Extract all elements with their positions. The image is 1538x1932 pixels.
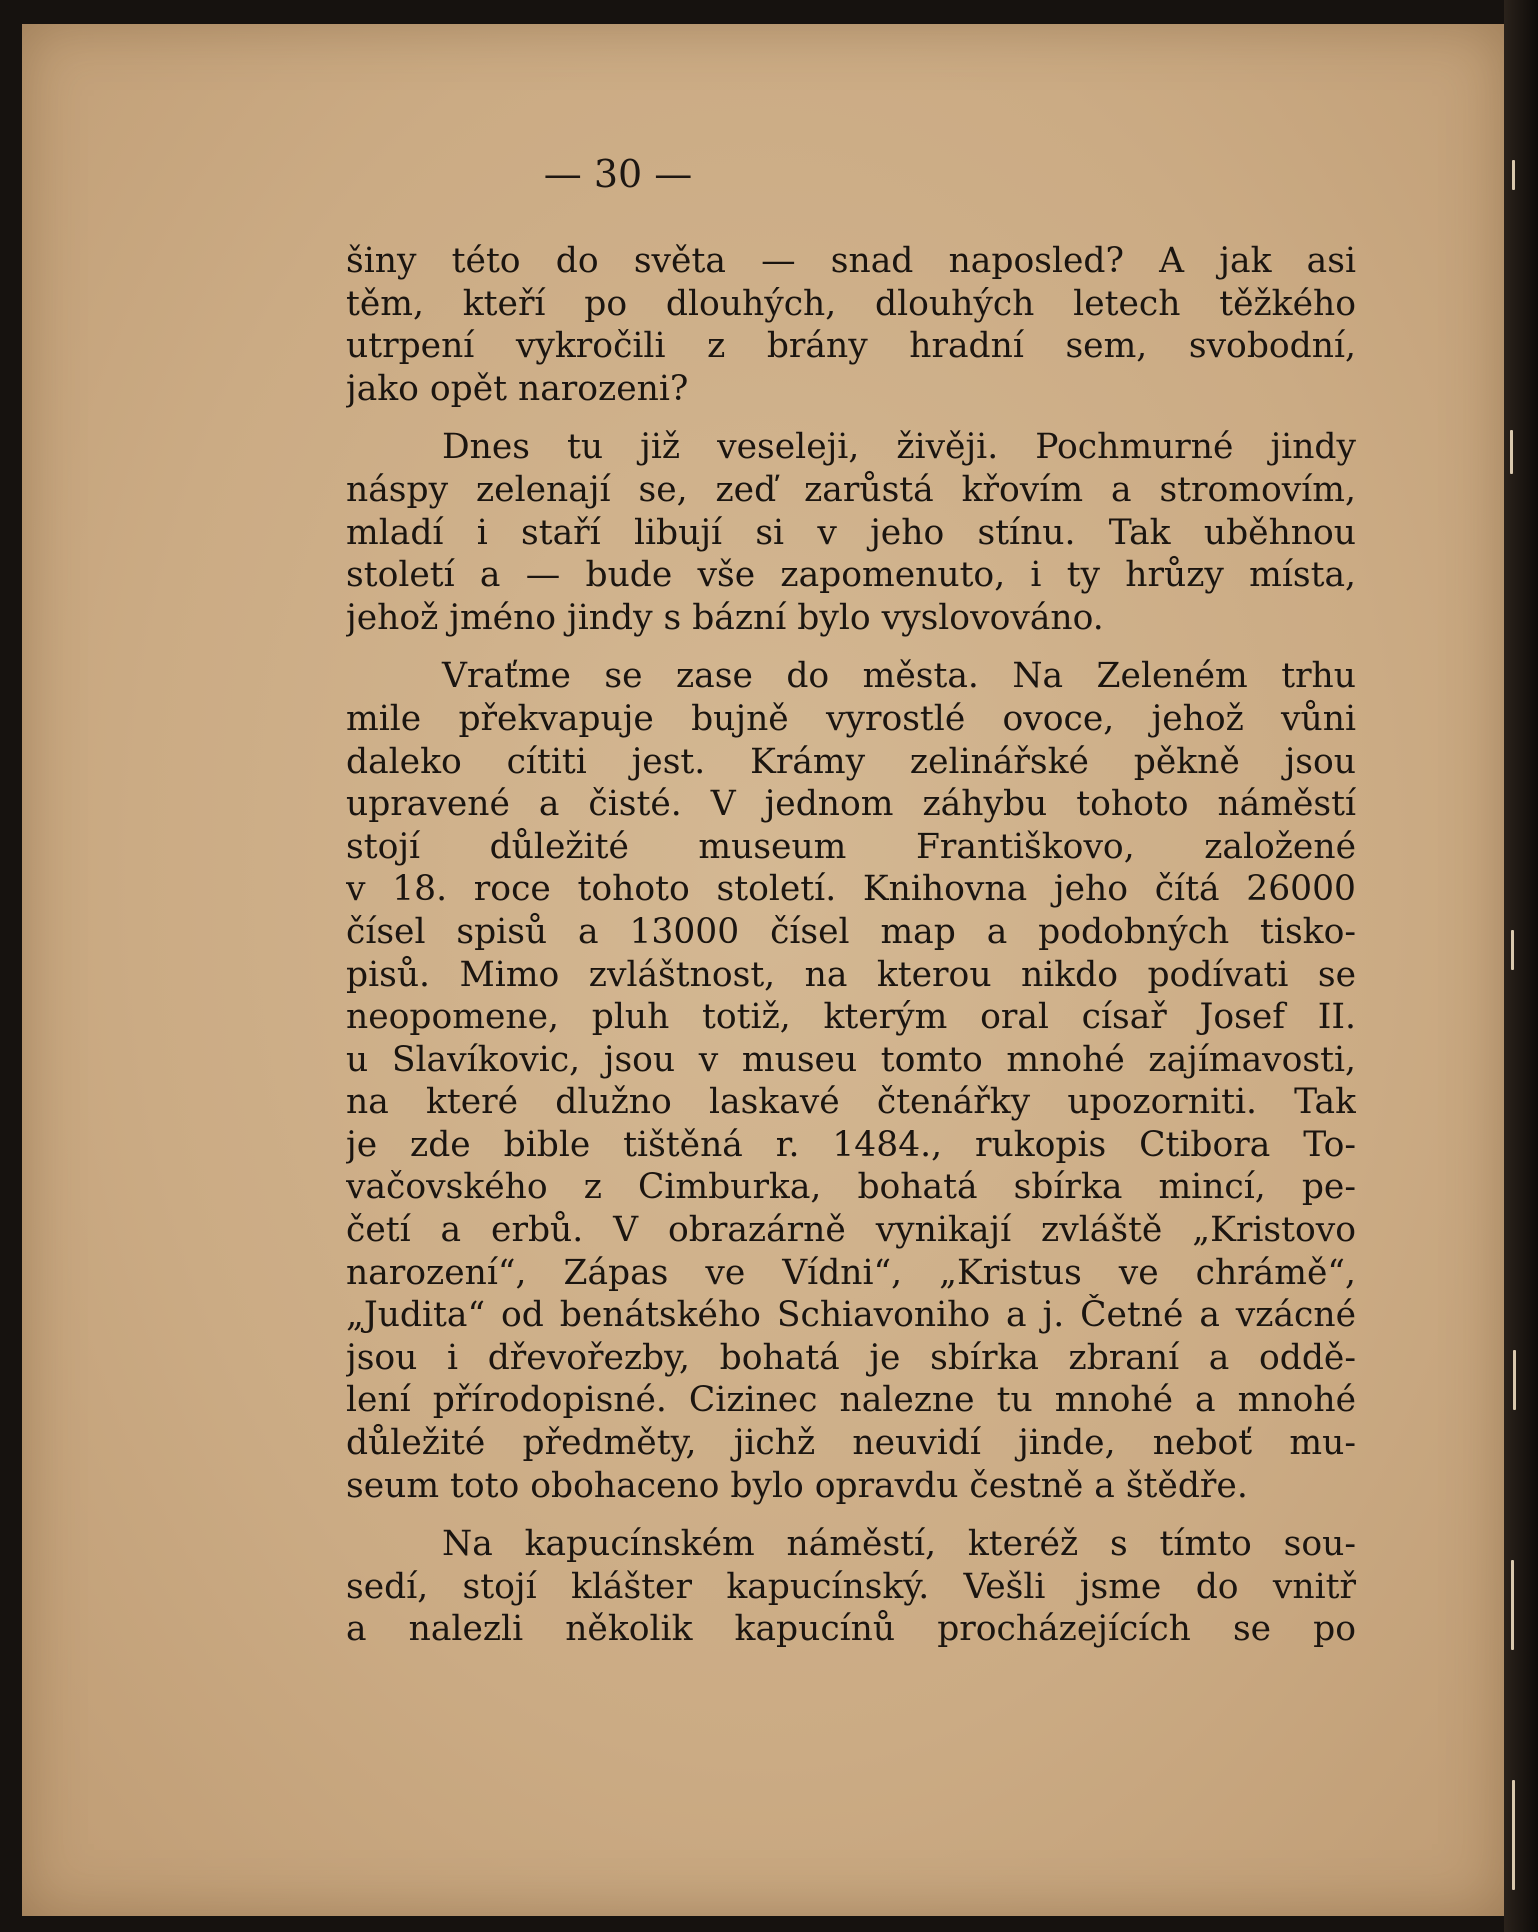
edge-mark: [1513, 1350, 1516, 1410]
text-line: u Slavíkovic, jsou v museu tomto mnohé zajímavosti,: [346, 1039, 1356, 1080]
text-line: pisů. Mimo zvláštnost, na kterou nikdo podívati se: [346, 954, 1356, 995]
text-line: neopomene, pluh totiž, kterým oral císař Josef II.: [346, 997, 1356, 1038]
text-line: těm, kteří po dlouhých, dlouhých letech těžkého: [346, 283, 1356, 324]
text-line: jako opět narozeni?: [346, 368, 689, 409]
paragraph-gap: [346, 639, 1356, 655]
text-line: stojí důležité museum Františkovo, založené: [346, 826, 1356, 867]
page-number: — 30 —: [543, 152, 693, 196]
text-line: důležité předměty, jichž neuvidí jinde, neboť mu-: [346, 1423, 1356, 1464]
text-line: sedí, stojí klášter kapucínský. Vešli jsme do vnitř: [346, 1566, 1356, 1607]
edge-mark: [1510, 430, 1513, 474]
edge-mark: [1512, 1780, 1515, 1890]
edge-mark: [1511, 1560, 1514, 1650]
text-line: mladí i staří libují si v jeho stínu. Tak uběhnou: [346, 512, 1356, 553]
text-line: a nalezli několik kapucínů procházejících se po: [346, 1609, 1356, 1650]
text-line: daleko cítiti jest. Krámy zelinářské pěkně jsou: [346, 741, 1356, 782]
text-line: narození“, Zápas ve Vídni“, „Kristus ve chrámě“,: [346, 1252, 1356, 1293]
book-spine-edge: [1504, 0, 1538, 1932]
text-line: utrpení vykročili z brány hradní sem, svobodní,: [346, 326, 1356, 367]
text-line: seum toto obohaceno bylo opravdu čestně a štědře.: [346, 1465, 1248, 1506]
text-line: četí a erbů. V obrazárně vynikají zvláště „Kristovo: [346, 1210, 1356, 1251]
text-line: je zde bible tištěná r. 1484., rukopis Ctibora To-: [346, 1124, 1356, 1165]
body-text: [346, 240, 1356, 1651]
paragraph-gap: [346, 1507, 1356, 1523]
text-line: Vraťme se zase do města. Na Zeleném trhu: [442, 656, 1356, 697]
paragraph-gap: [346, 410, 1356, 426]
text-line: upravené a čisté. V jednom záhybu tohoto náměstí: [346, 784, 1356, 825]
text-line: vačovského z Cimburka, bohatá sbírka mincí, pe-: [346, 1167, 1356, 1208]
text-line: šiny této do světa — snad naposled? A jak asi: [346, 241, 1356, 281]
text-line: „Judita“ od benátského Schiavoniho a j. Četné a vzácné: [346, 1295, 1356, 1336]
text-line: mile překvapuje bujně vyrostlé ovoce, jehož vůni: [346, 698, 1356, 739]
text-line: Dnes tu již veseleji, živěji. Pochmurné jindy: [442, 427, 1356, 468]
text-line: Na kapucínském náměstí, kteréž s tímto sou-: [442, 1524, 1356, 1565]
text-line: století a — bude vše zapomenuto, i ty hrůzy místa,: [346, 555, 1356, 596]
edge-mark: [1511, 930, 1514, 970]
text-line: jsou i dřevořezby, bohatá je sbírka zbraní a oddě-: [346, 1337, 1356, 1378]
text-line: jehož jméno jindy s bázní bylo vyslovováno.: [346, 597, 1104, 638]
text-line: náspy zelenají se, zeď zarůstá křovím a stromovím,: [346, 469, 1356, 510]
text-line: v 18. roce tohoto století. Knihovna jeho čítá 26000: [346, 869, 1356, 910]
text-line: na které dlužno laskavé čtenářky upozorniti. Tak: [346, 1082, 1356, 1123]
text-line: lení přírodopisné. Cizinec nalezne tu mnohé a mnohé: [346, 1380, 1356, 1421]
edge-mark: [1512, 160, 1515, 190]
text-line: čísel spisů a 13000 čísel map a podobných tisko-: [346, 911, 1356, 952]
